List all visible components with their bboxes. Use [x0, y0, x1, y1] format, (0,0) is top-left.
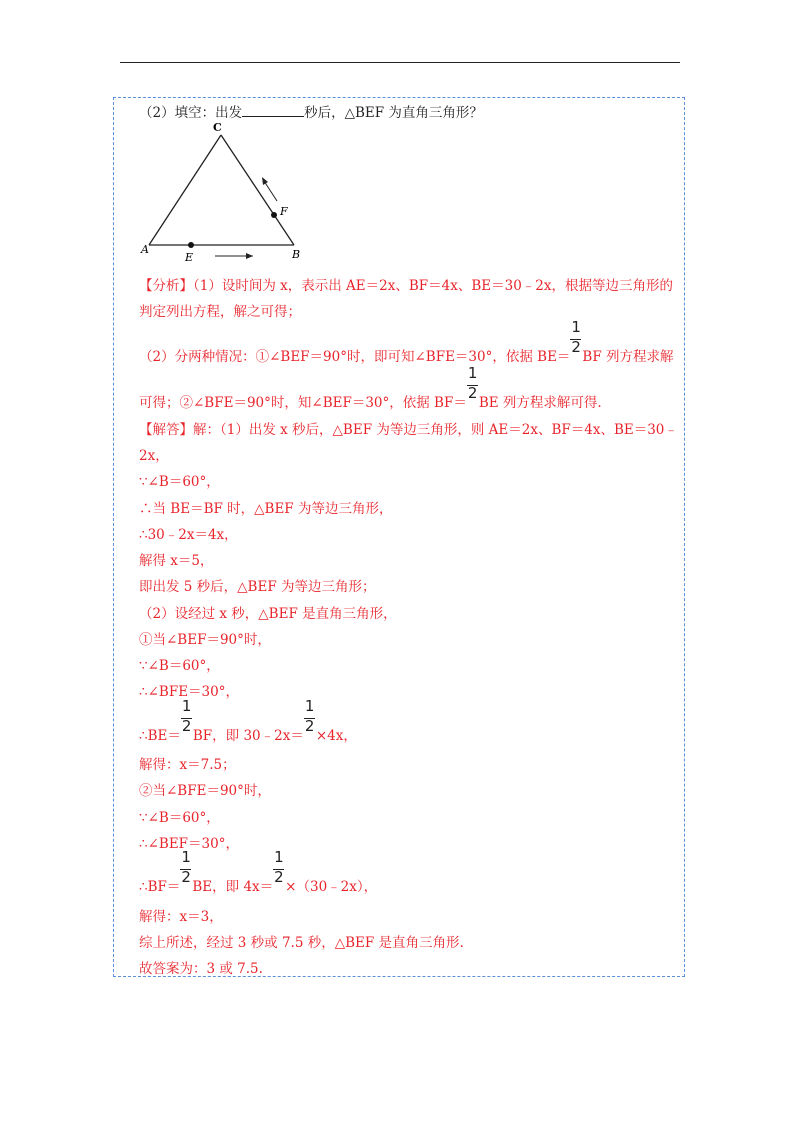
fraction-half: $\frac{1}{2}$ [181, 697, 192, 735]
svg-text:C: C [213, 121, 222, 134]
solution-line-14: ②当∠BFE＝90°时， [139, 783, 271, 799]
fraction-half: $\frac{1}{2}$ [467, 364, 478, 402]
header-rule [120, 62, 680, 63]
solution-line-17: ∴BF＝ $\frac{1}{2}$ BE，即 4x＝ $\frac{1}{2}$ ×（30﹣2x）， [139, 848, 378, 895]
analysis-line-3: （2）分两种情况：①∠BEF＝90°时，即可知∠BFE＝30°，依据 BE＝ $\frac{1}{2}$ BF 列方程求解 [139, 318, 674, 365]
svg-text:A: A [141, 243, 149, 256]
solution-line-18: 解得：x＝3， [139, 909, 223, 925]
analysis-line-4: 可得；②∠BFE＝90°时，知∠BEF＝30°，依据 BF＝ $\frac{1}{2}$ BE 列方程求解可得. [139, 364, 602, 411]
solution-line-13: 解得：x＝7.5； [139, 757, 236, 773]
fraction-half: $\frac{1}{2}$ [274, 848, 284, 886]
svg-text:E: E [185, 251, 194, 264]
fraction-half: $\frac{1}{2}$ [181, 848, 191, 886]
analysis-line-2: 判定列出方程，解之可得； [139, 304, 301, 320]
solution-line-11: ∴∠BFE＝30°， [139, 684, 239, 700]
solution-line-8: （2）设经过 x 秒，△BEF 是直角三角形， [139, 606, 397, 622]
answer-blank[interactable] [242, 104, 304, 117]
solution-line-6: 解得 x＝5， [139, 553, 214, 569]
solution-line-19: 综上所述，经过 3 秒或 7.5 秒，△BEF 是直角三角形. [139, 935, 464, 951]
solution-line-16: ∴∠BEF＝30°， [139, 836, 239, 852]
solution-line-7: 即出发 5 秒后，△BEF 为等边三角形； [139, 579, 376, 595]
triangle-figure [139, 119, 319, 269]
solution-line-1: 【解答】解：（1）出发 x 秒后，△BEF 为等边三角形，则 AE＝2x、BF＝4x、BE＝30﹣ [139, 422, 678, 438]
solution-line-12: ∴BE＝ $\frac{1}{2}$ BF，即 30﹣2x＝ $\frac{1}{2}$ ×4x， [139, 697, 357, 744]
solution-line-3: ∵∠B＝60°， [139, 474, 220, 490]
solution-line-9: ①当∠BEF＝90°时， [139, 632, 271, 648]
solution-line-2: 2x， [139, 448, 169, 464]
analysis-line-1: 【分析】（1）设时间为 x，表示出 AE＝2x、BF＝4x、BE＝30﹣2x，根据等边三角形的 [139, 278, 673, 294]
question-text: （2）填空：出发 秒后，△BEF 为直角三角形？ [139, 105, 483, 121]
solution-line-4: ∴当 BE＝BF 时，△BEF 为等边三角形， [139, 501, 393, 517]
solution-line-15: ∵∠B＝60°， [139, 810, 220, 826]
fraction-half: $\frac{1}{2}$ [304, 697, 315, 735]
svg-text:F: F [280, 205, 288, 218]
svg-text:B: B [292, 248, 301, 261]
fraction-half: $\frac{1}{2}$ [571, 318, 581, 356]
solution-line-5: ∴30﹣2x＝4x， [139, 527, 238, 543]
solution-line-10: ∵∠B＝60°， [139, 658, 220, 674]
answer-line: 故答案为：3 或 7.5. [139, 961, 263, 977]
